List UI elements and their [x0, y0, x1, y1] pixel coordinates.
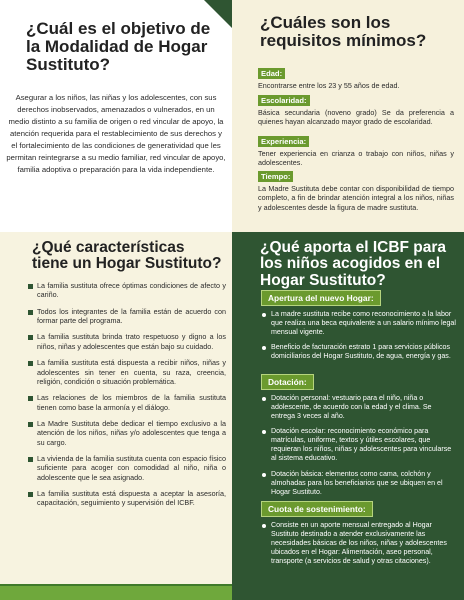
objective-panel [0, 0, 232, 232]
list-item: La familia sustituta ofrece óptimas condiciones de afecto y cariño. [26, 281, 226, 300]
list-item: La familia sustituta está dispuesta a aceptar la asesoría, capacitación, seguimiento y supervisión del ICBF. [26, 489, 226, 508]
requirements-title: ¿Cuáles son los requisitos mínimos? [260, 13, 427, 50]
section-heading: Cuota de sostenimiento: [261, 501, 373, 517]
requirement-text: Encontrarse entre los 23 y 55 años de edad. [258, 81, 400, 90]
section-cuota [261, 499, 457, 572]
requirement-text: Tener experiencia en crianza o trabajo con niños, niñas y adolescentes. [258, 149, 454, 168]
requirement-label: Escolaridad: [258, 95, 310, 106]
requirement-time [258, 166, 454, 212]
requirement-schooling [258, 90, 454, 127]
list-item: Dotación escolar: reconocimiento económico para matrículas, uniforme, textos y útiles escolares, que requieran los niños, niñas y adolescentes para vincularse al sistema educativo. [261, 427, 457, 463]
list-item: Dotación personal: vestuario para el niño, niña o adolescente, de acuerdo con la edad y el clima. Se entrega 3 veces al año. [261, 394, 457, 421]
characteristics-title: ¿Qué características tiene un Hogar Sustituto? [32, 239, 222, 273]
icbf-panel [232, 232, 464, 600]
requirement-age [258, 63, 454, 90]
objective-title: ¿Cuál es el objetivo de la Modalidad de Hogar Sustituto? [26, 19, 211, 74]
icbf-title: ¿Qué aporta el ICBF para los niños acogidos en el Hogar Sustituto? [260, 239, 447, 289]
requirement-text: La Madre Sustituta debe contar con disponibilidad de tiempo completo, a fin de brindar atención integral a los niños, niñas y adolescentes desde la figura de madre sustituta. [258, 184, 454, 212]
requirements-panel [232, 0, 464, 232]
corner-decoration [204, 0, 232, 28]
list-item: Dotación básica: elementos como cama, colchón y almohadas para los beneficiarios que se ubiquen en el Hogar Sustituto. [261, 470, 457, 497]
requirement-label: Tiempo: [258, 171, 293, 182]
list-item: Consiste en un aporte mensual entregado al Hogar Sustituto destinado a atender exclusivamente las necesidades básicas de los niños, niñas y adolescentes ubicados en el Hogar: Alimentación, aseo personal, transporte (a servicios de salud y otras citaciones). [261, 521, 457, 566]
requirement-label: Edad: [258, 68, 285, 79]
list-item: La familia sustituta brinda trato respetuoso y digno a los niños, niñas y adolescentes que están bajo su cuidado. [26, 332, 226, 351]
list-item: Todos los integrantes de la familia están de acuerdo con formar parte del programa. [26, 307, 226, 326]
characteristics-list [26, 281, 226, 515]
section-heading: Apertura del nuevo Hogar: [261, 290, 381, 306]
list-item: La madre sustituta recibe como reconocimiento a la labor que realiza una beca equivalente a un salario mínimo legal mensual vigente. [261, 310, 457, 337]
section-dotacion [261, 372, 457, 503]
list-item: La Madre Sustituta debe dedicar el tiempo exclusivo a la atención de los niños, niñas y/o adolescentes que tenga a su cargo. [26, 419, 226, 447]
list-item: Las relaciones de los miembros de la familia sustituta tienen como base la armonía y el diálogo. [26, 393, 226, 412]
section-heading: Dotación: [261, 374, 314, 390]
section-opening [261, 288, 457, 367]
list-item: La vivienda de la familia sustituta cuenta con espacio físico suficiente para acoger con comodidad al niño, niña o adolescente que le sea asignado. [26, 454, 226, 482]
requirement-text: Básica secundaria (noveno grado) Se da preferencia a quienes hayan alcanzado mayor grado de escolaridad. [258, 108, 454, 127]
characteristics-panel [0, 232, 232, 600]
requirement-experience [258, 131, 454, 168]
list-item: La familia sustituta está dispuesta a recibir niños, niñas y adolescentes sin tener en cuenta, su raza, creencia, religión, condición o situación problemática. [26, 358, 226, 386]
list-item: Beneficio de facturación estrato 1 para servicios públicos domiciliarios del Hogar Sustituto, de agua, energía y gas. [261, 343, 457, 361]
requirement-label: Experiencia: [258, 136, 309, 147]
leaf-decoration [0, 586, 232, 600]
objective-text: Asegurar a los niños, las niñas y los adolescentes, con sus derechos inobservados, amenazados o vulnerados, en un medio distinto a su familia de origen o red vincular de apoyo, la atención requerida para el restablecimiento de sus derechos y el fortalecimiento de las condiciones de generatividad que les permitan reintegrarse a su medio familiar, red vincular de apoyo, familia adoptiva o preparación para la vida independiente. [6, 93, 226, 174]
